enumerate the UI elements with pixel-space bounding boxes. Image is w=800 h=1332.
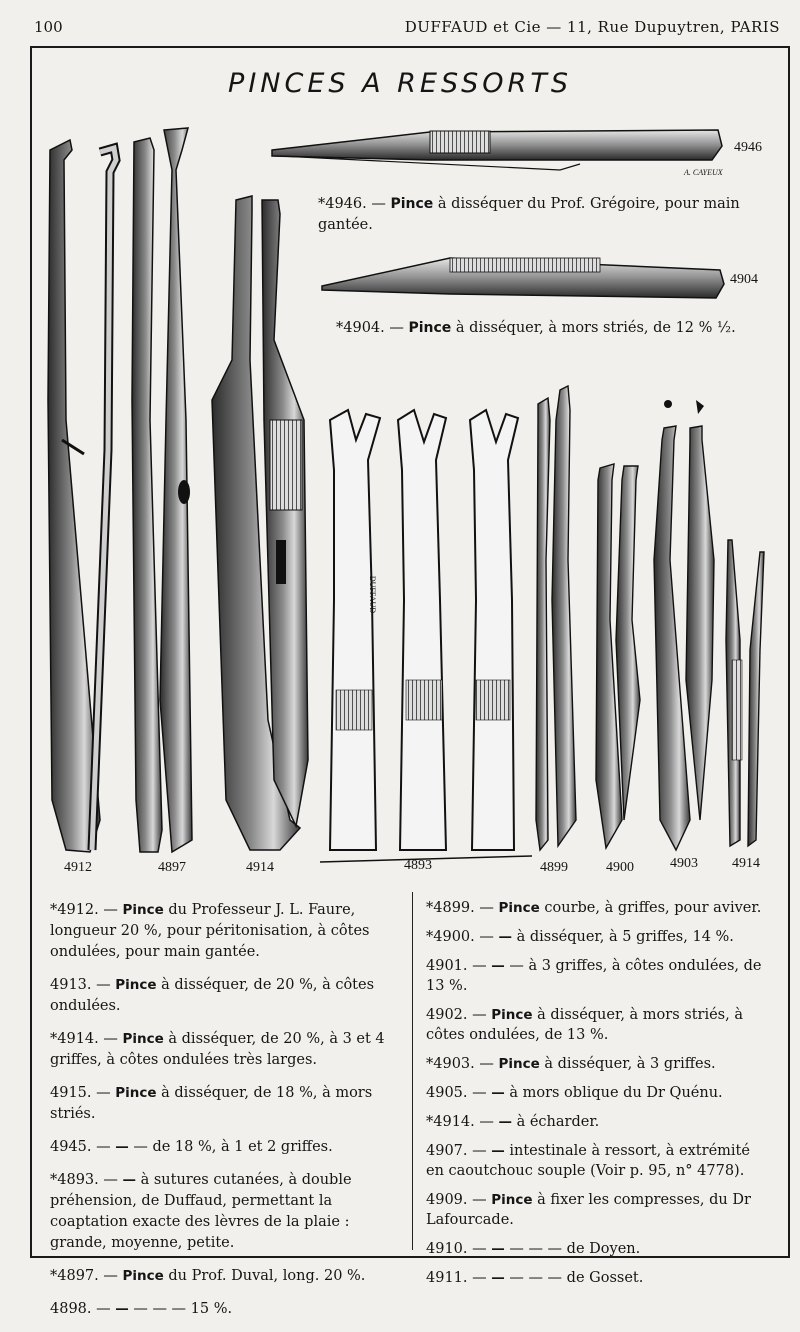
label-4946: 4946 — [734, 140, 762, 155]
list-item: 4910. — — — — — de Doyen. — [426, 1241, 641, 1257]
description-4946 — [318, 194, 760, 236]
list-item: *4912. — Pince du Professeur J. L. Faure, longueur 20 %, pour péritonisation, à côtes ondulées, pour main gantée. — [50, 902, 370, 960]
engraver-signature: A. CAYEUX — [684, 168, 723, 177]
list-item: 4945. — — — de 18 %, à 1 et 2 griffes. — [50, 1139, 333, 1155]
forceps-4946 — [272, 130, 722, 170]
page-number: 100 — [34, 18, 63, 36]
column-divider — [412, 892, 413, 1250]
label-4914-wide: 4914 — [246, 860, 274, 875]
list-item: 4909. — Pince à fixer les compresses, du Dr Lafourcade. — [426, 1192, 751, 1228]
list-item: 4915. — Pince à disséquer, de 18 %, à mors striés. — [50, 1085, 373, 1122]
label-4899: 4899 — [540, 860, 568, 875]
forceps-4893-large — [330, 410, 380, 850]
label-4903: 4903 — [670, 856, 698, 871]
list-item: *4900. — — à disséquer, à 5 griffes, 14 %. — [426, 929, 734, 945]
label-4914-small: 4914 — [732, 856, 760, 871]
list-item: *4903. — Pince à disséquer, à 3 griffes. — [426, 1056, 716, 1072]
label-4912: 4912 — [64, 860, 92, 875]
list-item: *4914. — Pince à disséquer, de 20 %, à 3 et 4 griffes, à côtes ondulées très larges. — [50, 1031, 385, 1068]
brand-mark: DUFFAUD — [368, 575, 378, 614]
item-text: à disséquer du Prof. Grégoire, pour main gantée. — [318, 196, 740, 233]
forceps-4893-small — [470, 410, 518, 850]
forceps-4900 — [596, 464, 640, 848]
item-keyword: Pince — [390, 196, 434, 212]
forceps-4899 — [536, 386, 576, 850]
forceps-4903 — [654, 400, 714, 850]
item-text: à disséquer, à mors striés, de 12 % ½. — [455, 320, 736, 336]
list-item: 4911. — — — — — de Gosset. — [426, 1270, 644, 1286]
list-item: 4913. — Pince à disséquer, de 20 %, à côtes ondulées. — [50, 977, 375, 1014]
left-column — [50, 900, 390, 1332]
list-item: 4907. — — intestinale à ressort, à extrémité en caoutchouc souple (Voir p. 95, n° 4778). — [426, 1143, 750, 1179]
list-item: *4893. — — à sutures cutanées, à double préhension, de Duffaud, permettant la coaptation exacte des lèvres de la plaie : grande, moyenne, petite. — [50, 1172, 352, 1251]
label-4897: 4897 — [158, 860, 186, 875]
label-4900: 4900 — [606, 860, 634, 875]
list-item: 4898. — — — — — 15 %. — [50, 1301, 233, 1317]
item-number: *4904. — — [336, 320, 404, 336]
item-keyword: Pince — [408, 320, 452, 336]
publisher-line: DUFFAUD et Cie — 11, Rue Dupuytren, PARIS — [404, 18, 780, 36]
item-number: *4946. — — [318, 196, 386, 212]
list-item: *4914. — — à écharder. — [426, 1114, 600, 1130]
forceps-4914-wide — [212, 196, 308, 850]
forceps-4897 — [132, 128, 192, 852]
forceps-4912 — [48, 140, 116, 852]
label-4893: 4893 — [404, 858, 432, 873]
page-title: PINCES A RESSORTS — [228, 68, 572, 99]
list-item: 4905. — — à mors oblique du Dr Quénu. — [426, 1085, 723, 1101]
right-column — [426, 898, 766, 1288]
label-4904: 4904 — [730, 272, 758, 287]
list-item: 4901. — — — à 3 griffes, à côtes ondulées, de 13 %. — [426, 958, 762, 994]
list-item: *4899. — Pince courbe, à griffes, pour aviver. — [426, 900, 762, 916]
forceps-4914-small — [726, 540, 764, 846]
list-item: 4902. — Pince à disséquer, à mors striés, à côtes ondulées, de 13 %. — [426, 1007, 743, 1043]
forceps-4904 — [322, 258, 724, 298]
description-4904 — [336, 318, 766, 339]
forceps-4893-medium — [398, 410, 446, 850]
list-item: *4897. — Pince du Prof. Duval, long. 20 %. — [50, 1268, 366, 1284]
